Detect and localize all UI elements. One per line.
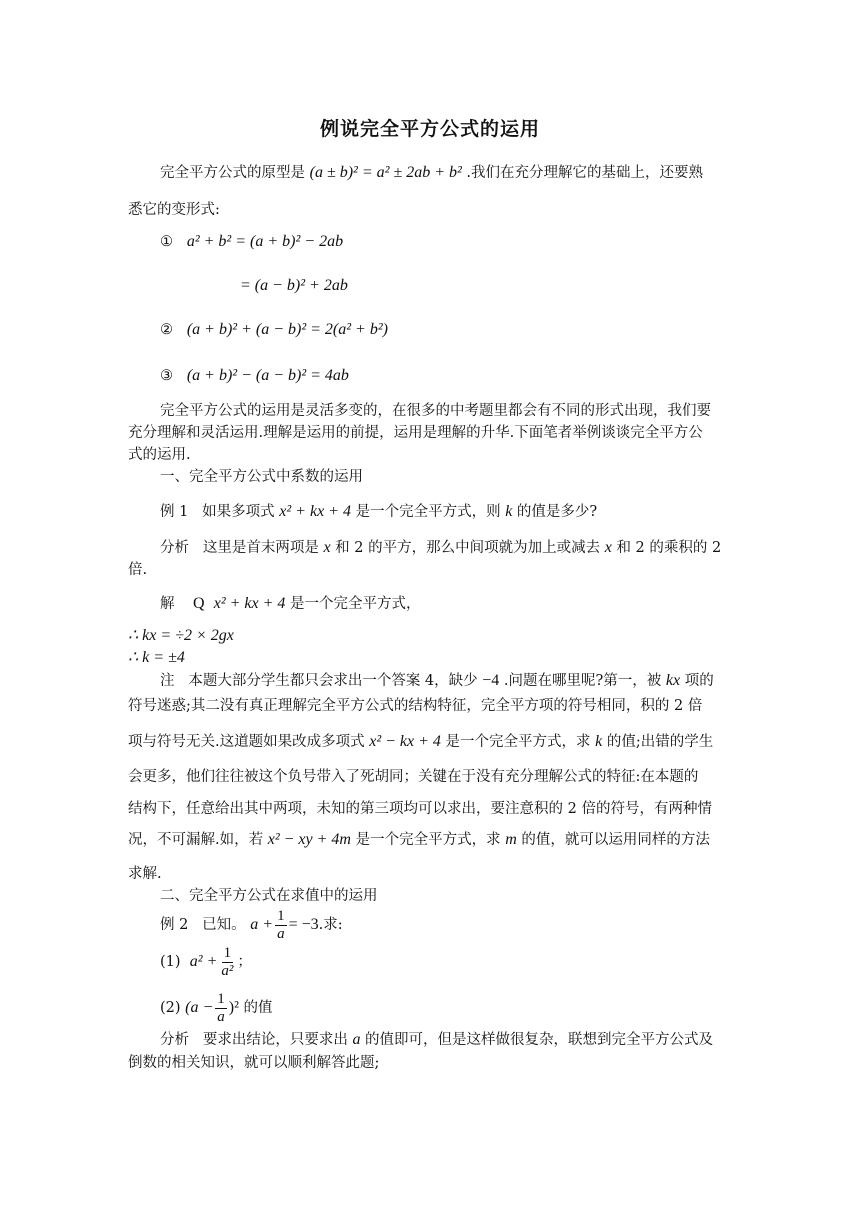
solution-formula: x² + kx + 4 [213, 595, 286, 612]
example-text-3: 的值是多少? [516, 504, 598, 520]
because-symbol: Q [192, 595, 205, 612]
analysis-label: 分析 [160, 1032, 189, 1048]
note-value: −4 [482, 672, 500, 689]
note-var: kx [665, 672, 681, 689]
note-1-line-4: 会更多，他们往往被这个负号带入了死胡同；关键在于没有充分理解公式的特征:在本题的 [128, 769, 699, 785]
example-1 [160, 502, 597, 522]
question-label: (1) [160, 954, 181, 970]
note-text-2: 是一个完全平方式，求 [355, 832, 501, 848]
page-title: 例说完全平方公式的运用 [319, 118, 540, 140]
example-text-2: .求: [318, 917, 343, 933]
analysis-var-2: x [604, 539, 612, 556]
variant-1 [160, 232, 343, 252]
solution-step: ∴ k = ±4 [128, 649, 185, 666]
intro-text-2: .我们在充分理解它的基础上，还要熟 [466, 165, 704, 181]
note-label: 注 [160, 673, 175, 689]
question-formula: (a − [185, 999, 214, 1016]
question-formula: a² + [189, 953, 218, 970]
section-2-heading: 二、完全平方公式在求值中的运用 [160, 888, 378, 904]
intro-line-2: 悉它的变形式: [128, 202, 220, 218]
note-1-line-3 [128, 732, 713, 752]
solution-1-step-1 [128, 626, 234, 646]
solution-text: 是一个完全平方式， [290, 596, 421, 612]
note-1-line-2: 符号迷惑;其二没有真正理解完全平方公式的结构特征，完全平方项的符号相同，积的 2 倍 [128, 698, 703, 714]
variant-1b [240, 276, 348, 296]
analysis-text: 这里是首末两项是 [202, 540, 319, 556]
example-var: k [505, 503, 513, 520]
fraction-numerator: 1 [277, 907, 285, 924]
fraction-numerator: 1 [217, 990, 225, 1007]
example-text: 已知。 [202, 917, 246, 933]
fraction-numerator: 1 [223, 944, 232, 961]
note-var: k [595, 733, 603, 750]
analysis-var: a [352, 1031, 361, 1048]
note-text: 项与符号无关.这道题如果改成多项式 [128, 734, 365, 750]
fraction-denominator: a [217, 1008, 225, 1025]
variant-marker: ① [160, 234, 173, 250]
analysis-2-line-1 [160, 1030, 713, 1050]
example-formula-lhs: a + [250, 916, 274, 933]
variant-3 [160, 366, 349, 386]
analysis-2-line-2: 倒数的相关知识，就可以顺利解答此题; [128, 1055, 380, 1071]
note-text-2: 是一个完全平方式，求 [445, 734, 591, 750]
note-text-3: 的值，就可以运用同样的方法 [521, 832, 710, 848]
analysis-var: x [323, 539, 331, 556]
analysis-1-line-1 [160, 538, 721, 558]
solution-label: 解 [160, 596, 175, 612]
fraction [219, 945, 235, 980]
note-text-3: 的值;出错的学生 [606, 734, 714, 750]
intro-formula: (a ± b)² = a² ± 2ab + b² [309, 164, 462, 181]
example-formula-rhs: = −3 [288, 916, 319, 933]
variant-formula: a² + b² = (a + b)² − 2ab [186, 233, 344, 250]
note-text: 况，不可漏解.如，若 [128, 832, 264, 848]
example-2-q1 [160, 944, 252, 980]
fraction [275, 908, 287, 943]
question-end: 的值 [243, 1000, 273, 1016]
analysis-label: 分析 [160, 540, 189, 556]
variant-2 [160, 320, 388, 340]
example-label: 例 1 [160, 504, 189, 520]
note-1-line-1 [160, 671, 714, 691]
example-2-q2 [160, 990, 273, 1026]
analysis-text-2: 和 2 的平方，那么中间项就为加上或减去 [335, 540, 601, 556]
note-text: 本题大部分学生都只会求出一个答案 4，缺少 [188, 673, 478, 689]
analysis-1-line-2: 倍. [128, 562, 148, 578]
section-1-heading: 一、完全平方公式中系数的运用 [160, 469, 363, 485]
variant-marker: ② [160, 322, 173, 338]
variant-formula: = (a − b)² + 2ab [240, 277, 348, 294]
analysis-text-2: 的值即可，但是这样做很复杂，联想到完全平方公式及 [365, 1032, 714, 1048]
example-label: 例 2 [160, 917, 189, 933]
note-text-2: .问题在哪里呢?第一，被 [503, 673, 662, 689]
example-text: 如果多项式 [202, 504, 275, 520]
note-1-line-5: 结构下，任意给出其中两项，未知的第三项均可以求出，要注意积的 2 倍的符号，有两种情 [128, 801, 712, 817]
question-label: (2) [160, 1000, 181, 1016]
variant-formula: (a + b)² − (a − b)² = 4ab [186, 367, 349, 384]
solution-1 [160, 594, 421, 614]
note-1-line-6 [128, 830, 710, 850]
intro-line-1 [160, 163, 703, 183]
fraction-denominator: a [277, 925, 285, 942]
variant-formula: (a + b)² + (a − b)² = 2(a² + b²) [186, 321, 388, 338]
variant-marker: ③ [160, 368, 173, 384]
note-1-line-7: 求解. [128, 866, 162, 882]
analysis-text-3: 和 2 的乘积的 2 [616, 540, 722, 556]
para2-line-1: 完全平方公式的运用是灵活多变的，在很多的中考题里都会有不同的形式出现，我们要 [160, 403, 711, 419]
fraction-denominator: a² [221, 962, 234, 979]
para2-line-2: 充分理解和灵活运用.理解是运用的前提，运用是理解的升华.下面笔者举例谈谈完全平方公 [128, 425, 703, 441]
note-formula: x² − xy + 4m [267, 831, 351, 848]
note-text-3: 项的 [684, 673, 714, 689]
question-formula-end: )² [228, 999, 239, 1016]
question-end: ； [237, 954, 252, 970]
analysis-text: 要求出结论，只要求出 [202, 1032, 348, 1048]
para2-line-3: 式的运用. [128, 447, 191, 463]
intro-text: 完全平方公式的原型是 [160, 165, 305, 181]
solution-1-step-2 [128, 648, 185, 668]
fraction [215, 991, 227, 1026]
note-formula: x² − kx + 4 [369, 733, 441, 750]
solution-step: ∴ kx = ÷2 × 2gx [128, 627, 234, 644]
example-formula: x² + kx + 4 [279, 503, 351, 520]
example-2 [160, 907, 343, 943]
note-var: m [505, 831, 517, 848]
example-text-2: 是一个完全平方式，则 [355, 504, 501, 520]
